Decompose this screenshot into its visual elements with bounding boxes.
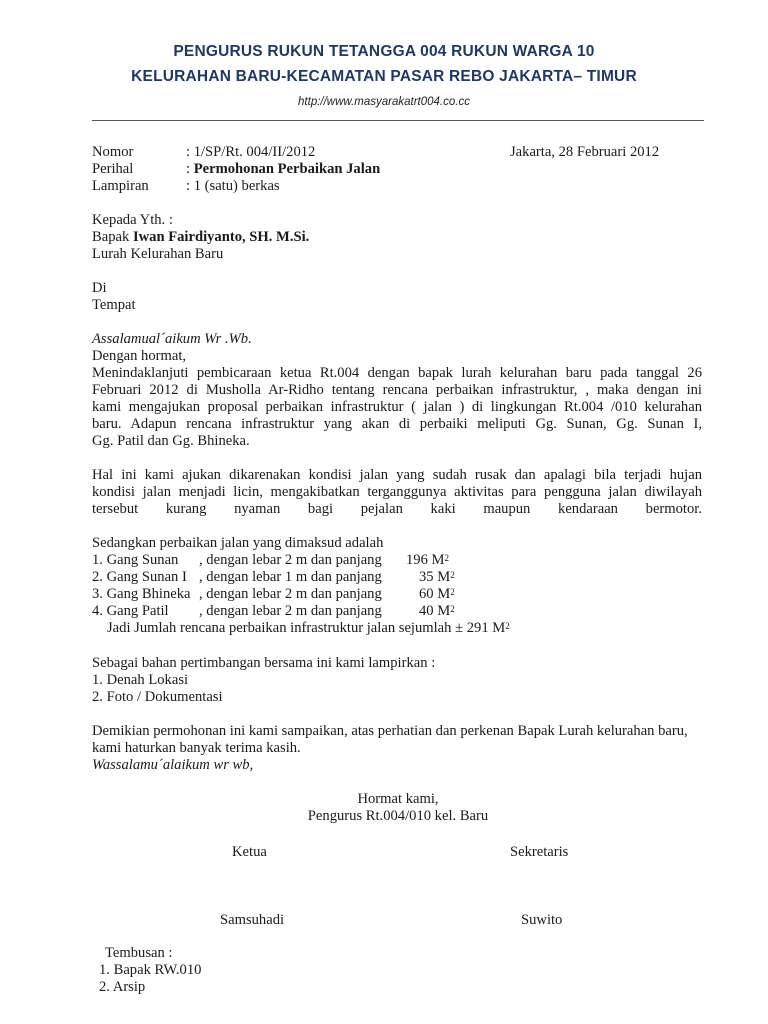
road-item-length: 35 M (419, 569, 451, 585)
letterhead-divider (92, 120, 704, 121)
attachments-intro: Sebagai bahan pertimbangan bersama ini kami lampirkan : (92, 655, 436, 671)
recipient-greeting: Kepada Yth. : (92, 212, 173, 228)
opening-hormat: Dengan hormat, (92, 348, 187, 364)
road-item (92, 603, 455, 620)
road-item-desc: , dengan lebar 1 m dan panjang (199, 569, 382, 585)
tembusan-item: 2. Arsip (99, 979, 146, 995)
road-item-name: 3. Gang Bhineka (92, 586, 191, 602)
road-item-unit-sup: 2 (444, 553, 450, 563)
road-item-name: 2. Gang Sunan I (92, 569, 187, 585)
recipient-position: Lurah Kelurahan Baru (92, 246, 224, 262)
letter-date: Jakarta, 28 Februari 2012 (510, 144, 660, 160)
signature-sekretaris-name: Suwito (521, 912, 563, 928)
road-item-name: 4. Gang Patil (92, 603, 169, 619)
lampiran-label: Lampiran (92, 178, 149, 194)
lampiran-value: : 1 (satu) berkas (186, 178, 280, 194)
recipient-tempat: Tempat (92, 297, 136, 313)
road-item-unit-sup: 2 (450, 587, 455, 597)
road-item-length: 60 M (419, 586, 451, 602)
paragraph-1-line: baru. Adapun rencana infrastruktur yang akan di perbaiki meliputi Gg. Sunan, Gg. Sunan I, (92, 416, 702, 432)
road-total (107, 620, 510, 637)
signature-sekretaris-title: Sekretaris (510, 844, 569, 860)
nomor-value: : 1/SP/Rt. 004/II/2012 (186, 144, 316, 160)
opening-salam: Assalamual´aikum Wr .Wb. (92, 331, 252, 347)
paragraph-1 (92, 365, 702, 450)
road-item (92, 569, 455, 586)
road-item-desc: , dengan lebar 2 m dan panjang (199, 552, 382, 568)
signature-ketua-name: Samsuhadi (220, 912, 285, 928)
recipient-name: Iwan Fairdiyanto, SH. M.Si. (132, 229, 310, 245)
attachment-item: 2. Foto / Dokumentasi (92, 689, 223, 705)
road-item-desc: , dengan lebar 2 m dan panjang (199, 586, 382, 602)
signature-org: Pengurus Rt.004/010 kel. Baru (307, 808, 489, 824)
signature-hormat: Hormat kami, (357, 791, 439, 807)
road-item-name: 1. Gang Sunan (92, 552, 179, 568)
perihal-value-row (186, 161, 380, 178)
recipient-name-row (92, 229, 309, 246)
road-item-length: 40 M (419, 603, 451, 619)
tembusan-item: 1. Bapak RW.010 (99, 962, 202, 978)
road-list-intro: Sedangkan perbaikan jalan yang dimaksud adalah (92, 535, 384, 551)
road-item (92, 586, 455, 603)
letterhead-line-1: PENGURUS RUKUN TETANGGA 004 RUKUN WARGA 10 (173, 43, 595, 60)
road-total-sup: 2 (505, 621, 510, 631)
paragraph-1-line: Februari 2012 di Musholla Ar-Ridho tentang rencana perbaikan infrastruktur, , maka dengan ini (92, 382, 702, 398)
attachment-item: 1. Denah Lokasi (92, 672, 189, 688)
paragraph-1-line: Menindaklanjuti pembicaraan ketua Rt.004 dengan bapak lurah kelurahan baru pada tanggal 26 (92, 365, 702, 381)
perihal-label: Perihal (92, 161, 134, 177)
paragraph-1-line: Gg. Patil dan Gg. Bhineka. (92, 433, 250, 449)
perihal-prefix: : (186, 161, 194, 177)
road-item-desc: , dengan lebar 2 m dan panjang (199, 603, 382, 619)
road-item (92, 552, 449, 569)
road-item-unit-sup: 2 (450, 604, 455, 614)
paragraph-2 (92, 467, 702, 518)
closing-line-1: Demikian permohonan ini kami sampaikan, atas perhatian dan perkenan Bapak Lurah kelurahan baru, (92, 723, 688, 739)
signature-ketua-title: Ketua (232, 844, 267, 860)
road-item-unit-sup: 2 (450, 570, 455, 580)
recipient-prefix: Bapak (92, 229, 133, 245)
closing-salam: Wassalamu´alaikum wr wb, (92, 757, 254, 773)
nomor-label: Nomor (92, 144, 134, 160)
road-total-text: Jadi Jumlah rencana perbaikan infrastruktur jalan sejumlah ± 291 M (107, 620, 506, 636)
road-item-length: 196 M (406, 552, 445, 568)
perihal-value: Permohonan Perbaikan Jalan (193, 161, 381, 177)
tembusan-label: Tembusan : (105, 945, 173, 961)
paragraph-1-line: kami mengajukan proposal perbaikan infrastruktur ( jalan ) di lingkungan Rt.004 /010 kelurahan (92, 399, 702, 415)
closing-line-2: kami haturkan banyak terima kasih. (92, 740, 301, 756)
letterhead-url: http://www.masyarakatrt004.co.cc (298, 96, 470, 108)
paragraph-2-line: kondisi jalan menjadi licin, mengakibatkan terganggunya aktivitas para pengguna jalan diwilayah (92, 484, 702, 500)
recipient-di: Di (92, 280, 107, 296)
letterhead-line-2: KELURAHAN BARU-KECAMATAN PASAR REBO JAKARTA– TIMUR (131, 68, 637, 85)
paragraph-2-line: tersebut kurang nyaman bagi pejalan kaki maupun kendaraan bermotor. (92, 501, 702, 517)
paragraph-2-line: Hal ini kami ajukan dikarenakan kondisi jalan yang sudah rusak dan apalagi bila terjadi hujan (92, 467, 702, 483)
